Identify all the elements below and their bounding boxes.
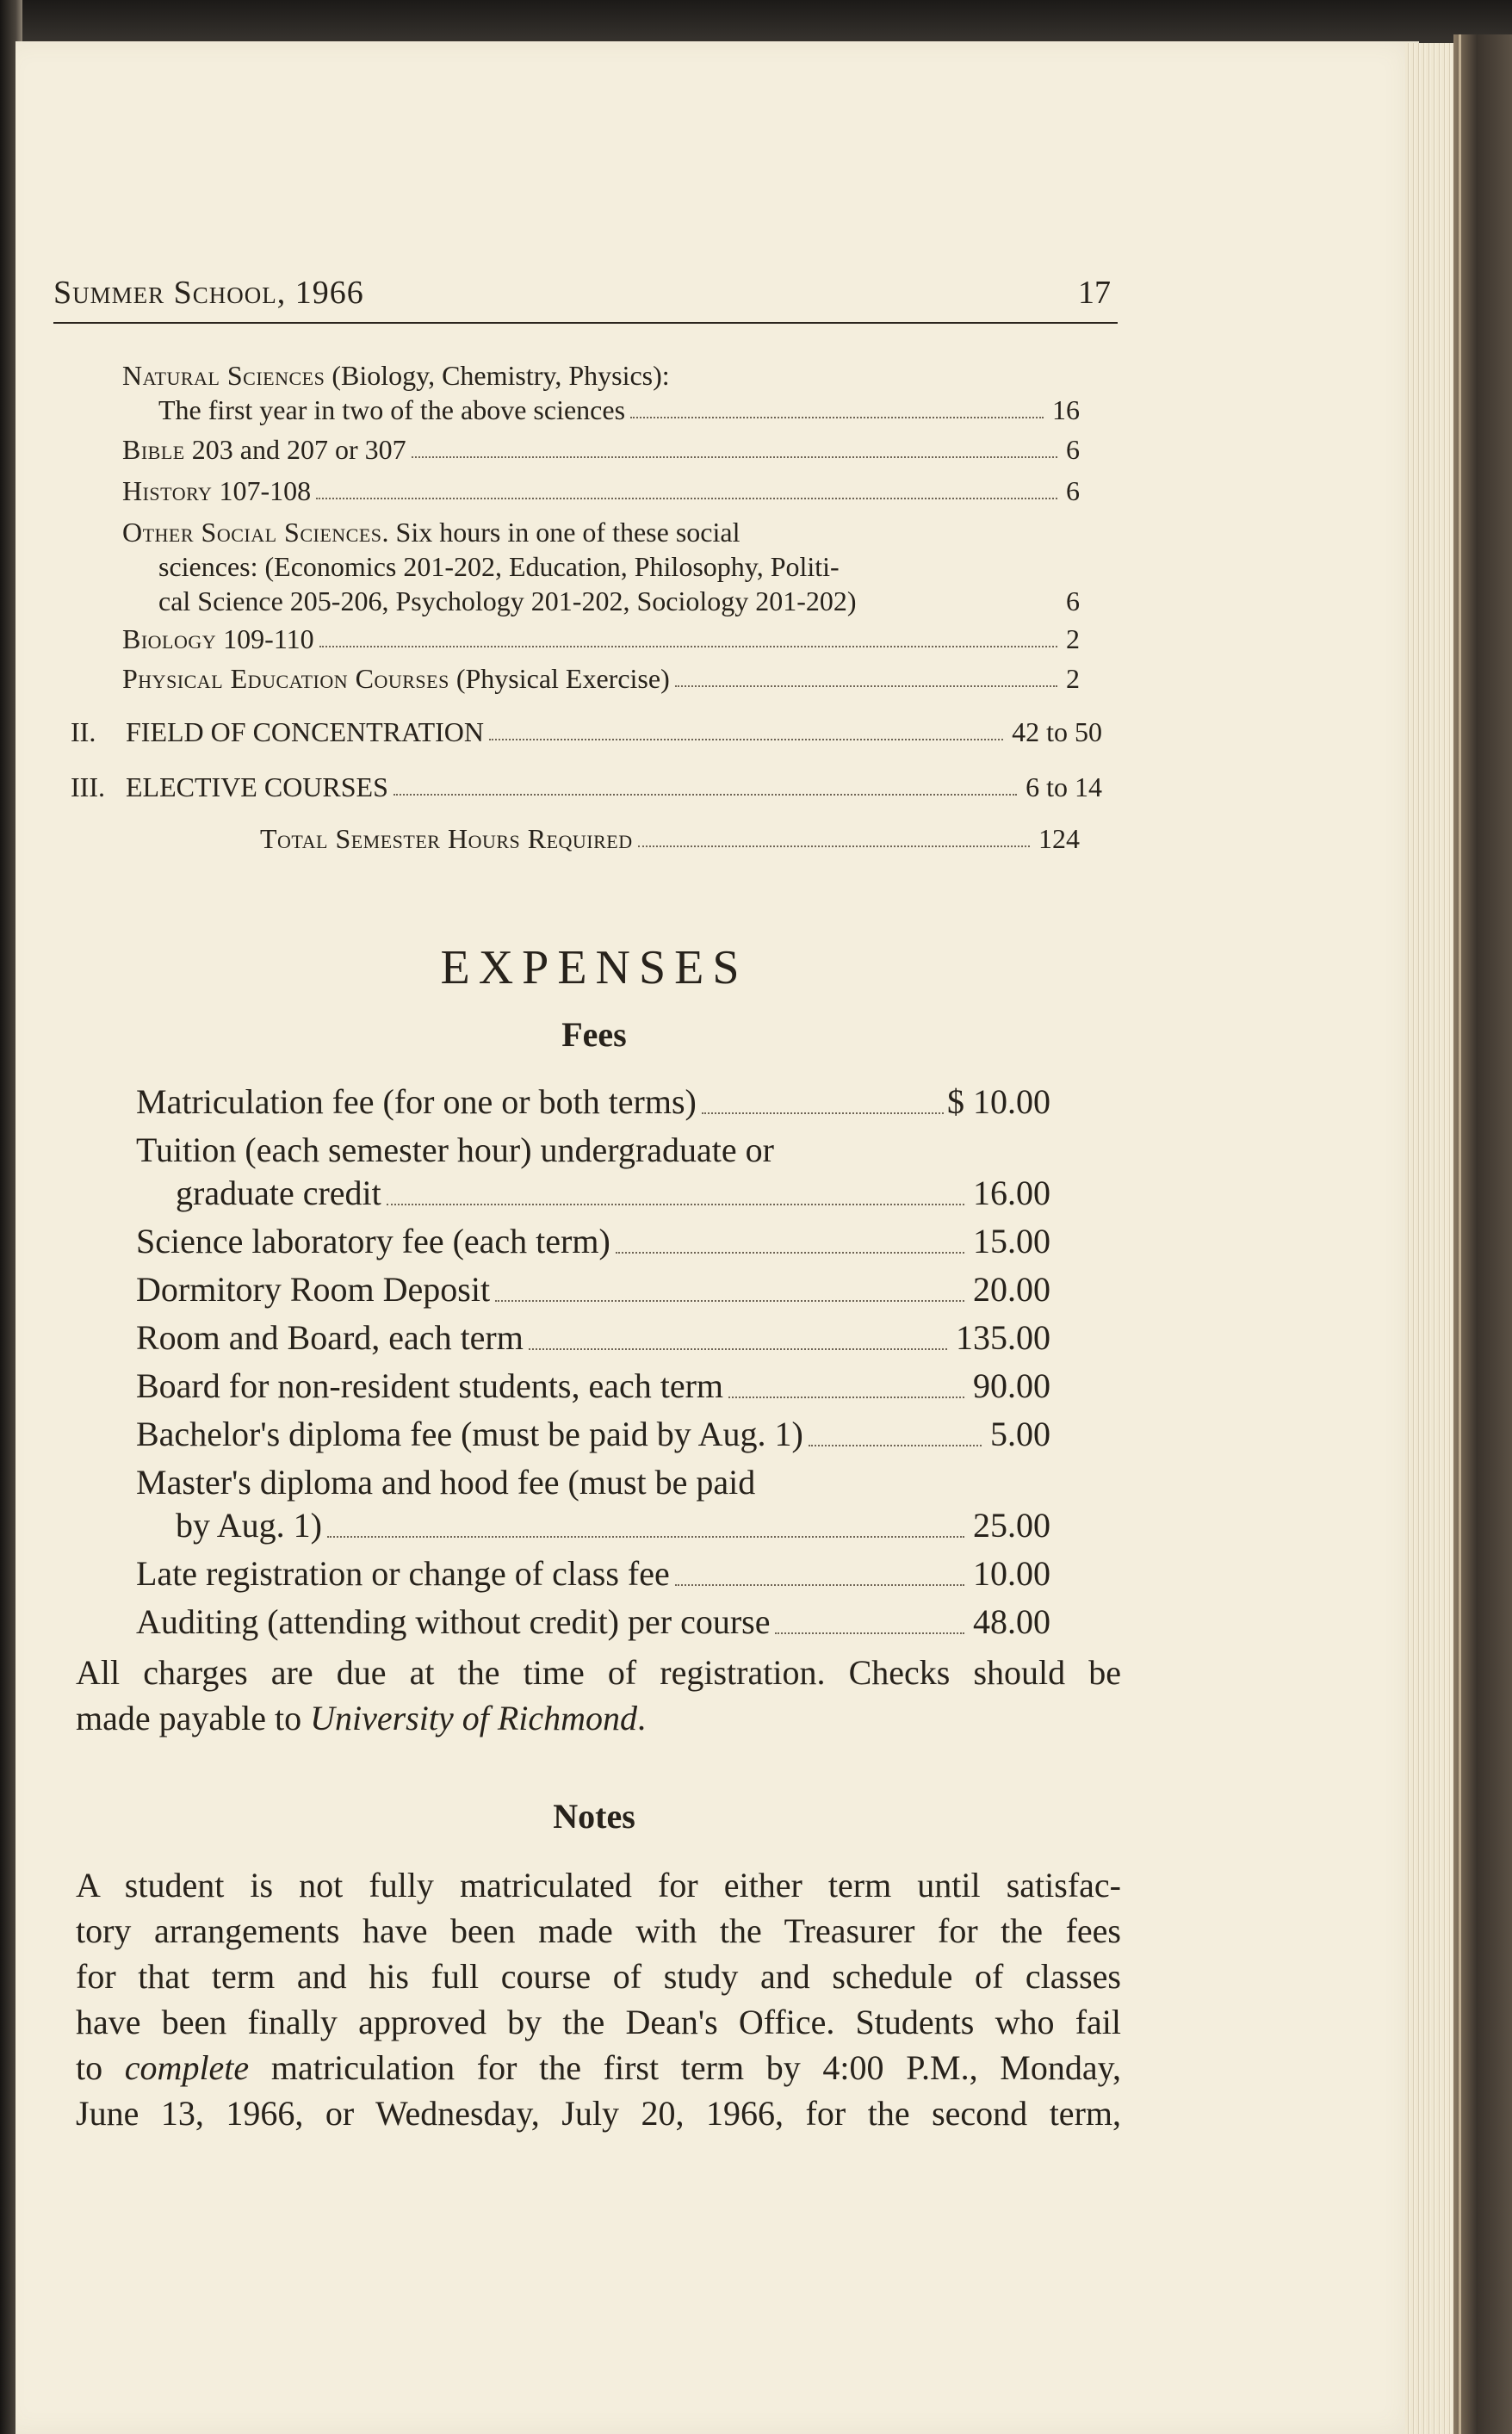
charges-note-line1: All charges are due at the time of registration. Checks should be [76, 1653, 1121, 1692]
notes-line5-post: matriculation for the first term by 4:00 P.M., Monday, [249, 2048, 1121, 2087]
leader-dots [319, 646, 1057, 647]
history-label-rest: 107-108 [212, 475, 312, 506]
running-header [53, 274, 1118, 324]
leader-dots [638, 845, 1030, 847]
leader-dots [327, 1536, 964, 1538]
fee-row [136, 1269, 1050, 1310]
notes-line2: tory arrangements have been made with the Treasurer for the fees [76, 1911, 1121, 1950]
bible-label-rest: 203 and 207 or 307 [184, 434, 406, 465]
fee-amount: 10.00 [973, 1554, 1050, 1593]
physical-education-hours: 2 [1066, 663, 1080, 694]
leader-dots [675, 685, 1057, 687]
elective-row [126, 771, 1102, 803]
fee-label-line1: Master's diploma and hood fee (must be paid [136, 1463, 756, 1502]
charges-note-line2-post: . [637, 1699, 647, 1737]
expenses-title: EXPENSES [440, 941, 748, 994]
charges-note-line2 [76, 1695, 1121, 1741]
charges-note [76, 1650, 1121, 1695]
biology-row [122, 623, 1080, 655]
total-label: Total Semester Hours Required [260, 823, 633, 854]
cover-highlight [1459, 34, 1461, 2434]
natural-sciences-heading [122, 360, 670, 392]
page-stack-edge [1405, 43, 1453, 2434]
fee-label: by Aug. 1) [176, 1506, 322, 1545]
notes-heading: Notes [553, 1797, 635, 1836]
other-social-line3: cal Science 205-206, Psychology 201-202, Sociology 201-202) [158, 585, 857, 616]
leader-dots [387, 1204, 964, 1205]
leader-dots [728, 1397, 964, 1398]
header-title: Summer School, 1966 [53, 275, 364, 311]
fee-amount: 15.00 [973, 1222, 1050, 1260]
notes-line5-pre: to [76, 2048, 125, 2087]
natural-sciences-label: Natural Sciences [122, 360, 325, 391]
leader-dots [809, 1445, 982, 1446]
fee-row [176, 1505, 1050, 1545]
fee-label: Auditing (attending without credit) per course [136, 1602, 771, 1641]
fees-heading: Fees [561, 1015, 627, 1054]
fee-row [136, 1317, 1050, 1358]
fee-row [136, 1221, 1050, 1261]
physical-education-label-rest: (Physical Exercise) [449, 663, 670, 694]
fee-label: Room and Board, each term [136, 1318, 524, 1357]
elective-label: ELECTIVE COURSES [126, 771, 388, 802]
fee-row [136, 1553, 1050, 1594]
notes-line5-italic: complete [124, 2048, 250, 2087]
leader-dots [495, 1300, 964, 1302]
biology-hours: 2 [1066, 623, 1080, 654]
notes-paragraph [76, 1862, 1121, 2136]
fee-row [136, 1414, 1050, 1454]
book-cover-edge [1453, 34, 1512, 2434]
other-social-label: Other Social Sciences [122, 517, 382, 548]
natural-sciences-label-rest: (Biology, Chemistry, Physics): [325, 360, 670, 391]
history-label: History [122, 475, 213, 506]
fee-amount: 20.00 [973, 1270, 1050, 1309]
elective-hours: 6 to 14 [1026, 771, 1102, 802]
fee-amount: $ 10.00 [947, 1082, 1050, 1121]
physical-education-label: Physical Education Courses [122, 663, 449, 694]
other-social-line1 [122, 517, 740, 548]
fee-amount: 25.00 [973, 1506, 1050, 1545]
leader-dots [616, 1252, 964, 1254]
leader-dots [675, 1584, 964, 1586]
leader-dots [412, 456, 1057, 458]
other-social-line2: sciences: (Economics 201-202, Education, Philosophy, Politi- [158, 551, 840, 582]
fee-label: Bachelor's diploma fee (must be paid by Aug. 1) [136, 1415, 803, 1453]
leader-dots [630, 417, 1044, 418]
history-row [122, 475, 1080, 507]
field-numeral: II. [71, 716, 96, 747]
natural-sciences-row [158, 394, 1080, 426]
fee-amount: 48.00 [973, 1602, 1050, 1641]
field-hours: 42 to 50 [1012, 716, 1102, 747]
fee-label: graduate credit [176, 1174, 381, 1212]
leader-dots [489, 739, 1003, 740]
leader-dots [393, 794, 1017, 796]
leader-dots [702, 1112, 944, 1114]
charges-note-line2-pre: made payable to [76, 1699, 311, 1737]
history-hours: 6 [1066, 475, 1080, 506]
natural-sciences-detail: The first year in two of the above sciences [158, 394, 626, 425]
bible-hours: 6 [1066, 434, 1080, 465]
fee-label: Board for non-resident students, each term [136, 1366, 724, 1405]
fee-label: Science laboratory fee (each term) [136, 1222, 610, 1260]
fee-label: Matriculation fee (for one or both terms) [136, 1082, 697, 1121]
notes-line6: June 13, 1966, or Wednesday, July 20, 1966, for the second term, [76, 2094, 1121, 2133]
fee-amount: 16.00 [973, 1174, 1050, 1212]
biology-label-rest: 109-110 [216, 623, 314, 654]
leader-dots [529, 1348, 947, 1350]
natural-sciences-hours: 16 [1052, 394, 1080, 425]
notes-line1: A student is not fully matriculated for either term until satisfac- [76, 1866, 1121, 1904]
university-name: University of Richmond [310, 1699, 638, 1737]
fee-row [136, 1601, 1050, 1642]
field-label: FIELD OF CONCENTRATION [126, 716, 484, 747]
leader-dots [775, 1632, 964, 1634]
leader-dots [316, 498, 1057, 499]
fee-amount: 135.00 [956, 1318, 1050, 1357]
biology-label: Biology [122, 623, 217, 654]
physical-education-row [122, 663, 1080, 695]
notes-line4: have been finally approved by the Dean's Office. Students who fail [76, 2003, 1121, 2041]
other-social-line1-rest: . Six hours in one of these social [381, 517, 741, 548]
fee-row [176, 1173, 1050, 1213]
total-hours: 124 [1038, 823, 1080, 854]
fee-row [136, 1081, 1050, 1122]
page-number: 17 [1078, 275, 1111, 311]
fee-row [136, 1366, 1050, 1406]
other-social-hours: 6 [1066, 585, 1080, 616]
bible-row [122, 434, 1080, 466]
notes-line3: for that term and his full course of study and schedule of classes [76, 1957, 1121, 1996]
bible-label: Bible [122, 434, 185, 465]
notes-line5 [76, 2045, 1121, 2090]
fee-amount: 5.00 [990, 1415, 1050, 1453]
fee-label-line1: Tuition (each semester hour) undergraduate or [136, 1130, 774, 1169]
elective-numeral: III. [71, 771, 105, 802]
fee-amount: 90.00 [973, 1366, 1050, 1405]
fee-label: Dormitory Room Deposit [136, 1270, 491, 1309]
total-row [260, 823, 1080, 855]
field-row [126, 716, 1102, 748]
fee-label: Late registration or change of class fee [136, 1554, 670, 1593]
